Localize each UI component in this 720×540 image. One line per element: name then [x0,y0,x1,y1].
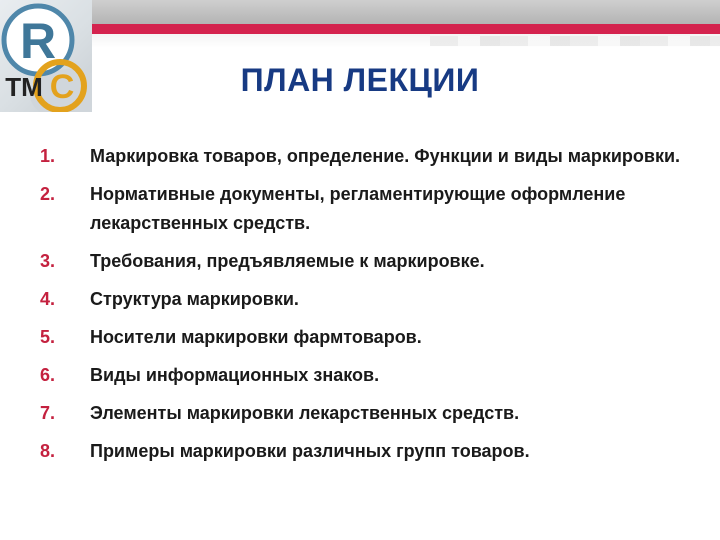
header-accent-band [92,24,720,34]
logo-letter-c: C [49,68,75,106]
header-gray-band [92,0,720,24]
list-item-text: Требования, предъявляемые к маркировке. [90,251,485,271]
header-streak-decoration [430,36,720,46]
list-item-number: 6. [40,365,56,385]
list-item [40,361,700,390]
slide-title: ПЛАН ЛЕКЦИИ [240,62,480,98]
list-item-number: 3. [40,251,56,271]
list-item-text: Носители маркировки фармтоваров. [90,327,422,347]
list-item [40,142,700,171]
list-item-number: 5. [40,327,56,347]
list-item-number: 4. [40,289,56,309]
list-item-text: Нормативные документы, регламентирующие оформление лекарственных средств. [90,184,626,233]
list-item [40,323,700,352]
list-item-number: 1. [40,146,56,166]
logo-letter-r: R [19,13,57,69]
list-item-text: Виды информационных знаков. [90,365,380,385]
list-item [40,399,700,428]
list-item-text: Примеры маркировки различных групп товаров. [90,441,530,461]
list-item [40,285,700,314]
list-item-text: Элементы маркировки лекарственных средств. [90,403,520,423]
list-item-text: Маркировка товаров, определение. Функции и виды маркировки. [90,146,681,166]
lecture-plan-list [40,142,700,475]
list-item-text: Структура маркировки. [90,289,299,309]
logo-letters-tm: TM [5,72,43,102]
list-item-number: 8. [40,441,56,461]
list-item-number: 2. [40,184,56,204]
list-item-number: 7. [40,403,56,423]
list-item [40,180,700,238]
list-item [40,247,700,276]
registered-trademark-logo-icon [0,0,92,112]
list-item [40,437,700,466]
